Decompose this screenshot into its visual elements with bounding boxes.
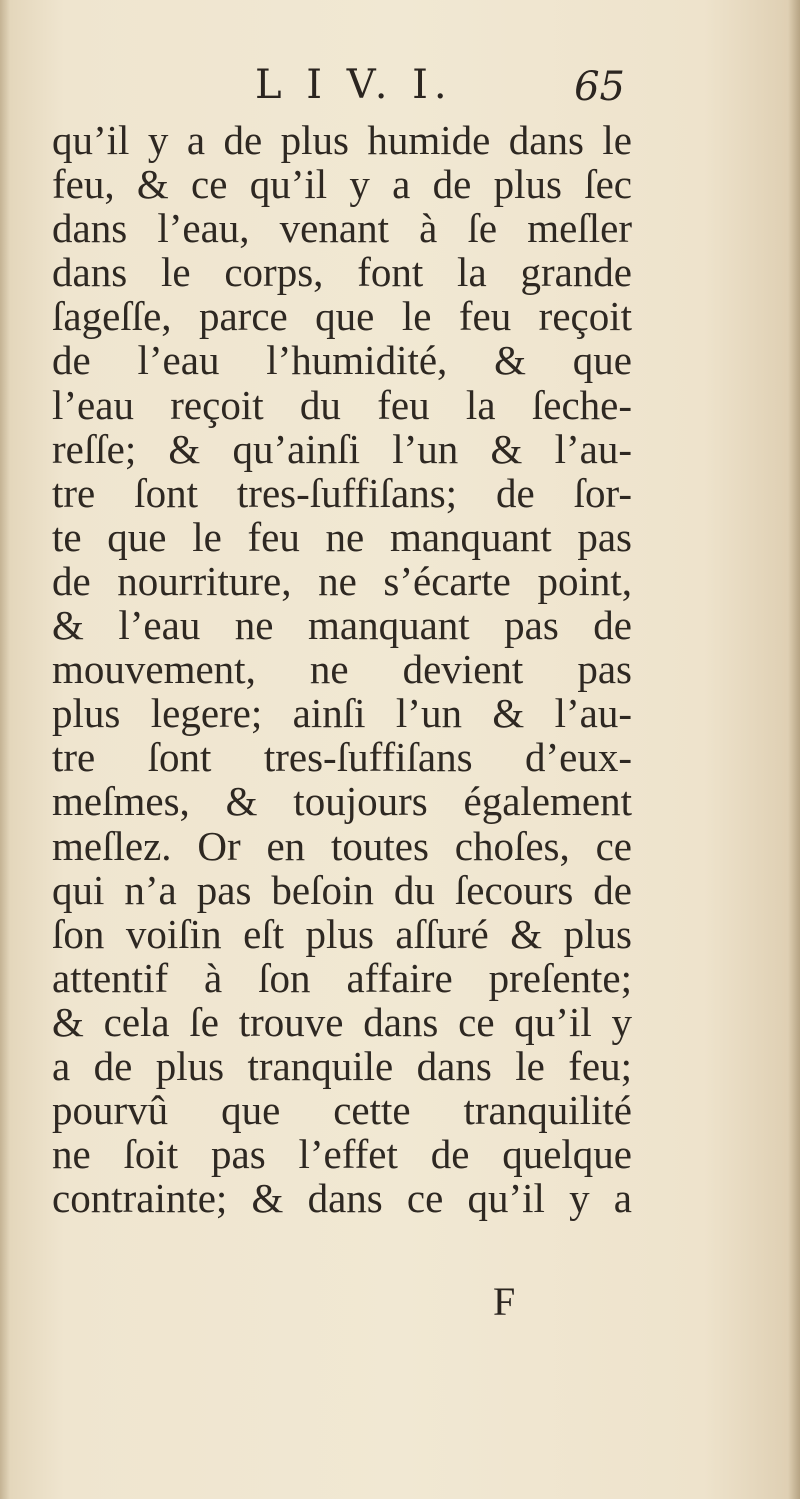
- text-line: meſlez. Or en toutes choſes, ce: [52, 822, 632, 869]
- text-line: feu, & ce qu’il y a de plus ſec: [52, 161, 632, 208]
- text-line: attentif à ſon affaire preſente;: [52, 954, 632, 1001]
- text-line: qui n’a pas beſoin du ſecours de: [52, 866, 632, 913]
- text-line: l’eau reçoit du feu la ſeche-: [52, 381, 632, 428]
- text-line: tre ſont tres-ſuffiſans; de ſor-: [52, 469, 632, 516]
- page-header: [55, 62, 625, 122]
- signature-mark: F: [493, 1279, 516, 1324]
- text-line: tre ſont tres-ſuffiſans d’eux-: [52, 734, 632, 781]
- text-line: de l’eau l’humidité, & que: [52, 337, 632, 384]
- text-line: ſageſſe, parce que le feu reçoit: [52, 293, 632, 340]
- text-line: a de plus tranquile dans le feu;: [52, 1042, 632, 1089]
- page-number: 65: [574, 64, 625, 110]
- text-line: contrainte; & dans ce qu’il y a: [52, 1175, 632, 1222]
- page-shadow-left: [0, 0, 10, 1499]
- text-line: dans l’eau, venant à ſe meſler: [52, 205, 632, 252]
- text-line: plus legere; ainſi l’un & l’au-: [52, 690, 632, 737]
- page-shadow-right: [788, 0, 800, 1499]
- running-title: L I V. I.: [255, 62, 453, 108]
- text-line: & cela ſe trouve dans ce qu’il y: [52, 998, 632, 1045]
- text-line: dans le corps, font la grande: [52, 249, 632, 296]
- text-line: qu’il y a de plus humide dans le: [52, 117, 632, 163]
- text-line: ſon voiſin eſt plus aſſuré & plus: [52, 910, 632, 957]
- text-line: mouvement, ne devient pas: [52, 646, 632, 693]
- text-line: pourvû que cette tranquilité: [52, 1087, 632, 1134]
- body-text: [52, 118, 632, 1220]
- text-line: ne ſoit pas l’effet de quelque: [52, 1131, 632, 1178]
- text-line: te que le feu ne manquant pas: [52, 513, 632, 560]
- text-line: meſmes, & toujours également: [52, 778, 632, 825]
- text-line: & l’eau ne manquant pas de: [52, 602, 632, 649]
- text-line: de nourriture, ne s’écarte point,: [52, 557, 632, 604]
- text-line: reſſe; & qu’ainſi l’un & l’au-: [52, 425, 632, 472]
